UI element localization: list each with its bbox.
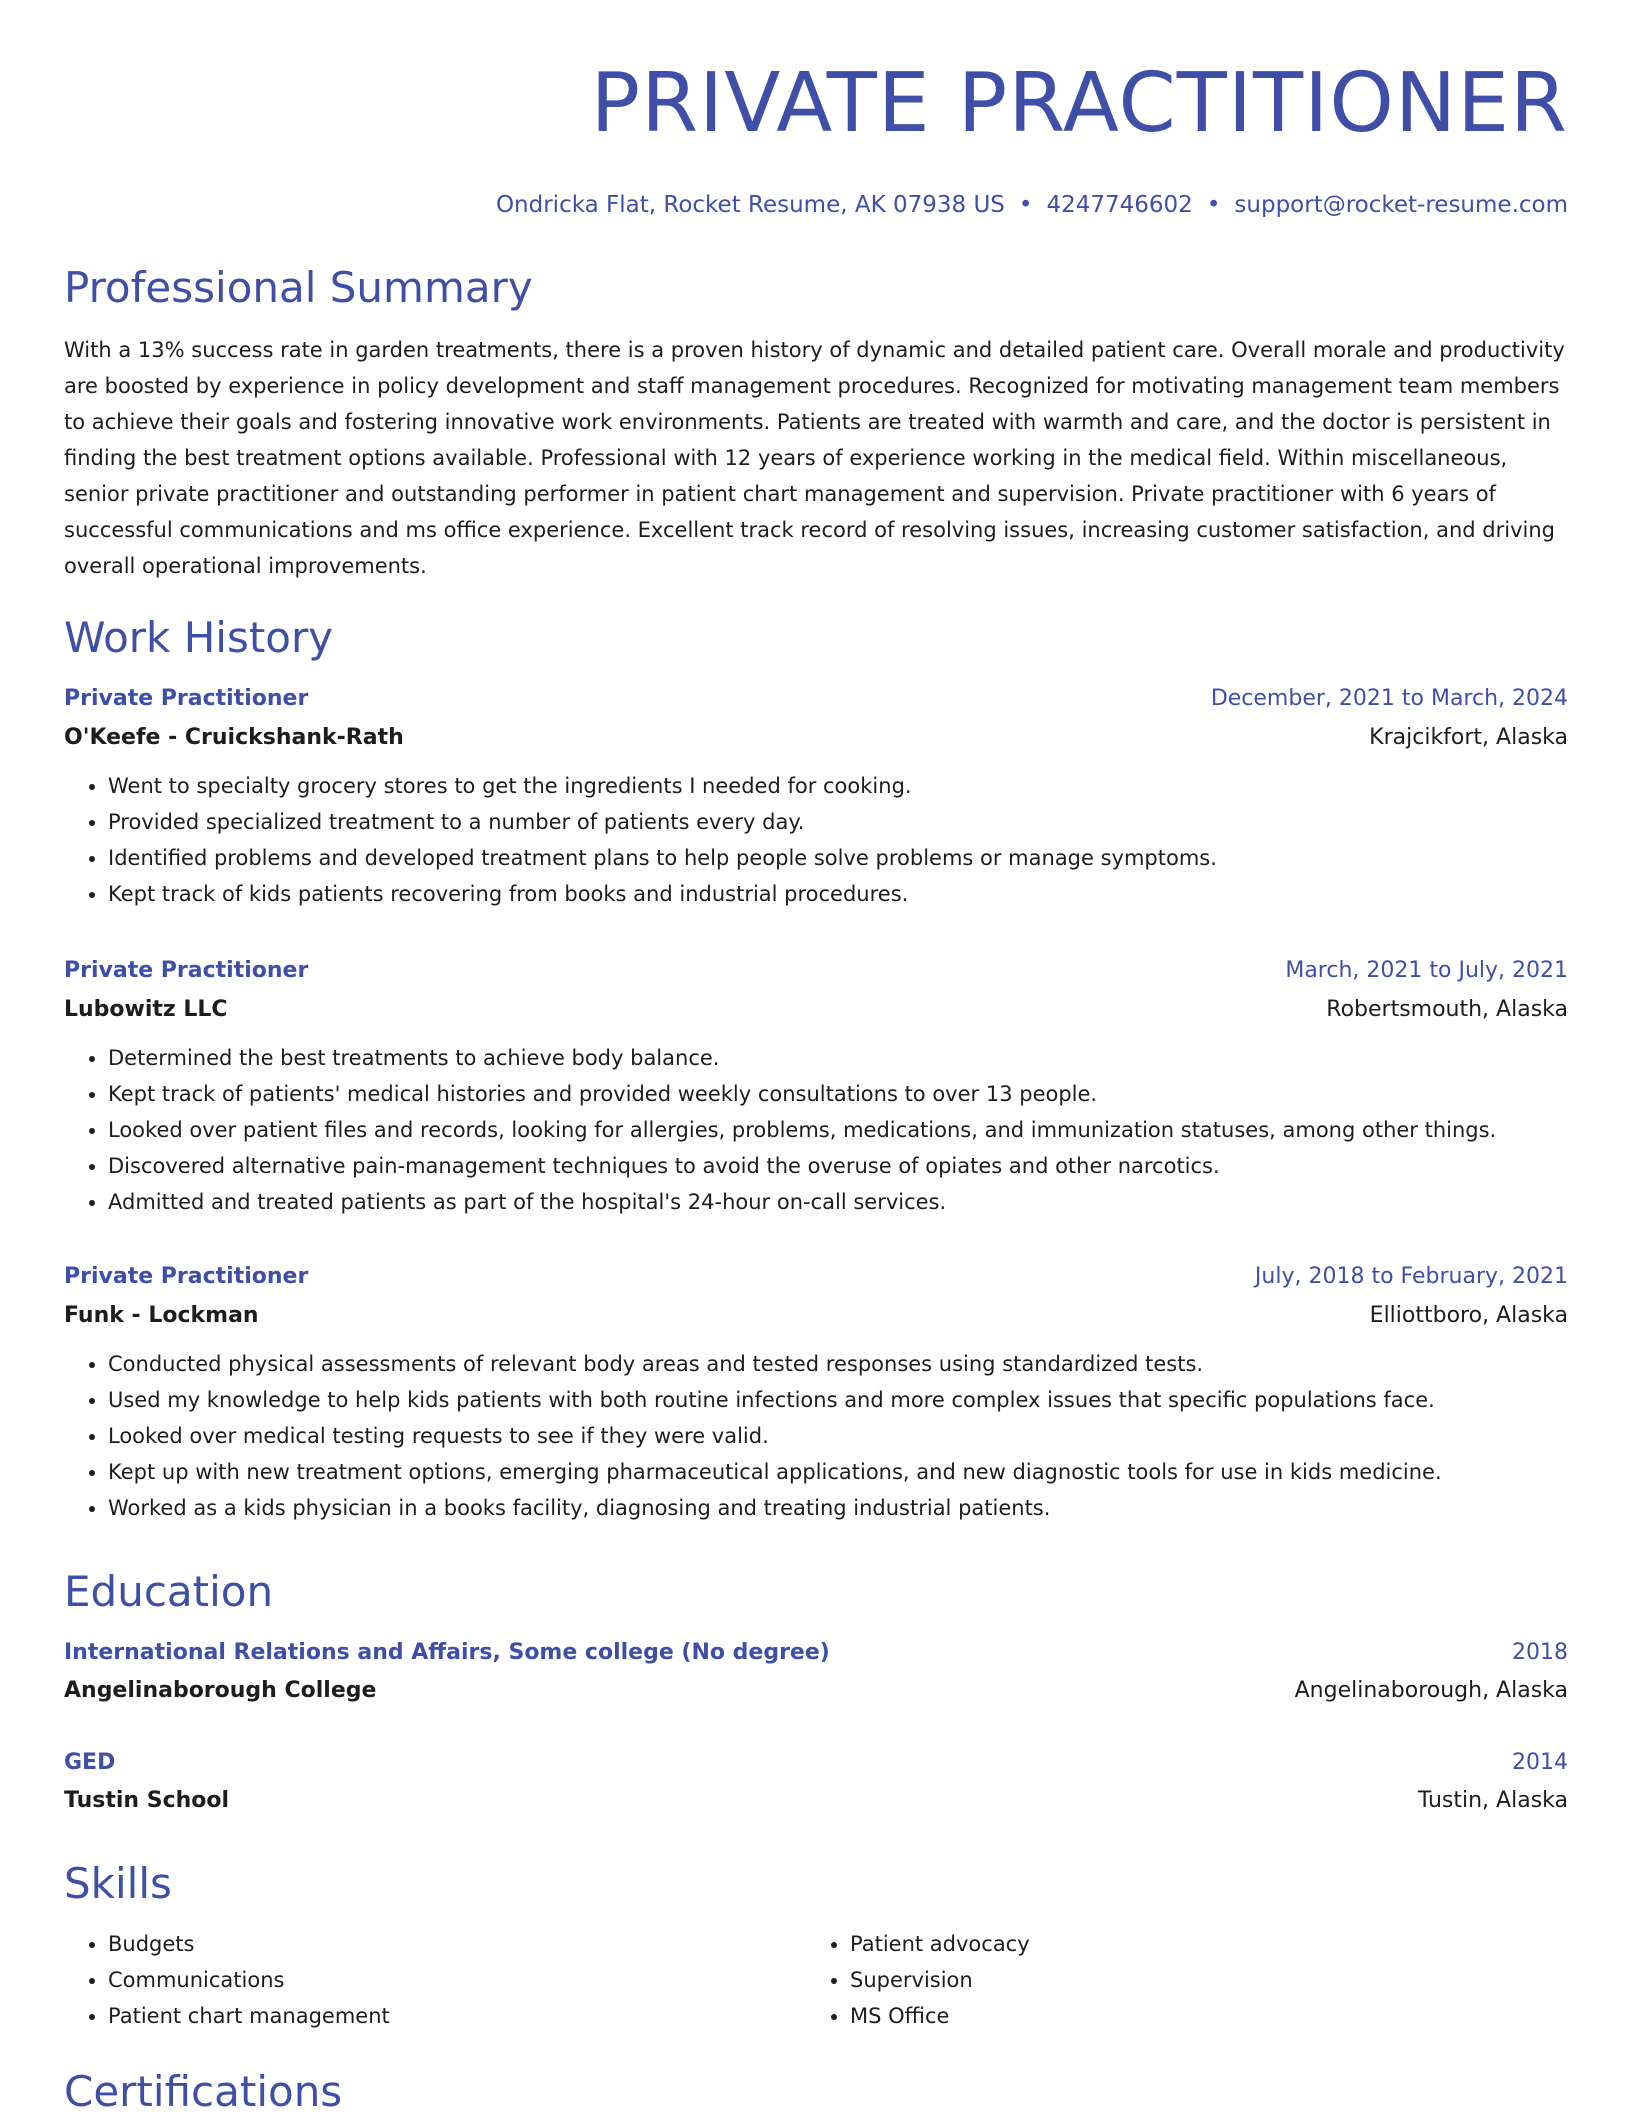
contact-separator: •	[1018, 192, 1033, 218]
skills-column-left	[64, 1926, 806, 2034]
job-duties	[64, 1040, 1568, 1220]
contact-phone: 4247746602	[1046, 192, 1193, 218]
education-heading: Education	[64, 1567, 274, 1616]
education-degree: International Relations and Affairs, Some college (No degree)	[64, 1640, 830, 1665]
job-duty: • Determined the best treatments to achieve body balance.	[108, 1040, 1568, 1076]
job-employer: O'Keefe - Cruickshank-Rath	[64, 725, 404, 750]
certifications-heading: Certifications	[64, 2067, 343, 2116]
skills-grid	[64, 1926, 1568, 2034]
job-duty: • Used my knowledge to help kids patients with both routine infections and more complex issues that specific populations face.	[108, 1382, 1568, 1418]
education-section	[64, 1566, 1568, 1813]
job-dates: July, 2018 to February, 2021	[1254, 1264, 1568, 1289]
job-duty: • Went to specialty grocery stores to get the ingredients I needed for cooking.	[108, 768, 1568, 804]
job-location: Krajcikfort, Alaska	[1369, 725, 1568, 750]
skill-item: • Supervision	[850, 1962, 1548, 1998]
job-duties	[64, 1346, 1568, 1526]
skills-section	[64, 1858, 1568, 2028]
certifications-section	[64, 2066, 1568, 2118]
job-duty: • Conducted physical assessments of relevant body areas and tested responses using standardized tests.	[108, 1346, 1568, 1382]
work-history-section	[64, 612, 1568, 1520]
job-duty: • Identified problems and developed treatment plans to help people solve problems or manage symptoms.	[108, 840, 1568, 876]
skill-item: • Patient advocacy	[850, 1926, 1548, 1962]
education-location: Tustin, Alaska	[1417, 1788, 1568, 1813]
education-entry	[64, 1634, 1568, 1710]
job-employer: Funk - Lockman	[64, 1303, 259, 1328]
skills-column-right	[806, 1926, 1548, 2034]
job-duty: • Kept up with new treatment options, emerging pharmaceutical applications, and new diagnostic tools for use in kids medicine.	[108, 1454, 1568, 1490]
contact-line	[64, 192, 1568, 218]
job-title: Private Practitioner	[64, 958, 309, 983]
job-employer: Lubowitz LLC	[64, 997, 228, 1022]
contact-separator: •	[1206, 192, 1221, 218]
candidate-name: PRIVATE PRACTITIONER	[590, 56, 1568, 151]
summary-section	[64, 262, 1568, 605]
education-year: 2018	[1512, 1640, 1568, 1665]
job-dates: March, 2021 to July, 2021	[1285, 958, 1568, 983]
work-history-heading: Work History	[64, 613, 334, 662]
job-duty: • Admitted and treated patients as part of the hospital's 24-hour on-call services.	[108, 1184, 1568, 1220]
job-duty: • Looked over patient files and records, looking for allergies, problems, medications, and immunization statuses, among other things.	[108, 1112, 1568, 1148]
job-duty: • Provided specialized treatment to a number of patients every day.	[108, 804, 1568, 840]
job-duty: • Looked over medical testing requests to see if they were valid.	[108, 1418, 1568, 1454]
job-location: Elliottboro, Alaska	[1369, 1303, 1568, 1328]
contact-email: support@rocket-resume.com	[1234, 192, 1568, 218]
job-duty: • Worked as a kids physician in a books facility, diagnosing and treating industrial patients.	[108, 1490, 1568, 1526]
education-school: Angelinaborough College	[64, 1678, 377, 1703]
education-entry	[64, 1744, 1568, 1820]
skill-item: • Communications	[108, 1962, 806, 1998]
job-duty: • Discovered alternative pain-management techniques to avoid the overuse of opiates and other narcotics.	[108, 1148, 1568, 1184]
skill-item: • Budgets	[108, 1926, 806, 1962]
education-year: 2014	[1512, 1750, 1568, 1775]
education-degree: GED	[64, 1750, 116, 1775]
contact-address: Ondricka Flat, Rocket Resume, AK 07938 US	[495, 192, 1005, 218]
job-dates: December, 2021 to March, 2024	[1210, 686, 1568, 711]
job-entry	[64, 680, 1568, 912]
skill-item: • MS Office	[850, 1998, 1548, 2034]
skill-item: • Patient chart management	[108, 1998, 806, 2034]
job-location: Robertsmouth, Alaska	[1326, 997, 1568, 1022]
job-duties	[64, 768, 1568, 912]
education-location: Angelinaborough, Alaska	[1294, 1678, 1568, 1703]
job-duty: • Kept track of patients' medical histories and provided weekly consultations to over 13 people.	[108, 1076, 1568, 1112]
job-entry	[64, 1258, 1568, 1526]
summary-heading: Professional Summary	[64, 263, 533, 312]
job-duty: • Kept track of kids patients recovering from books and industrial procedures.	[108, 876, 1568, 912]
job-title: Private Practitioner	[64, 686, 309, 711]
skills-heading: Skills	[64, 1859, 172, 1908]
summary-text: With a 13% success rate in garden treatments, there is a proven history of dynamic and detailed patient care. Overall morale and productivity are boosted by experience in policy development and staff management procedures. Recognized for motivating management team members to achieve their goals and fostering innovative work environments. Patients are treated with warmth and care, and the doctor is persistent in finding the best treatment options available. Professional with 12 years of experience working in the medical field. Within miscellaneous, senior private practitioner and outstanding performer in patient chart management and supervision. Private practitioner with 6 years of successful communications and ms office experience. Excellent track record of resolving issues, increasing customer satisfaction, and driving overall operational improvements.	[64, 338, 1565, 578]
job-entry	[64, 952, 1568, 1220]
education-school: Tustin School	[64, 1788, 230, 1813]
job-title: Private Practitioner	[64, 1264, 309, 1289]
